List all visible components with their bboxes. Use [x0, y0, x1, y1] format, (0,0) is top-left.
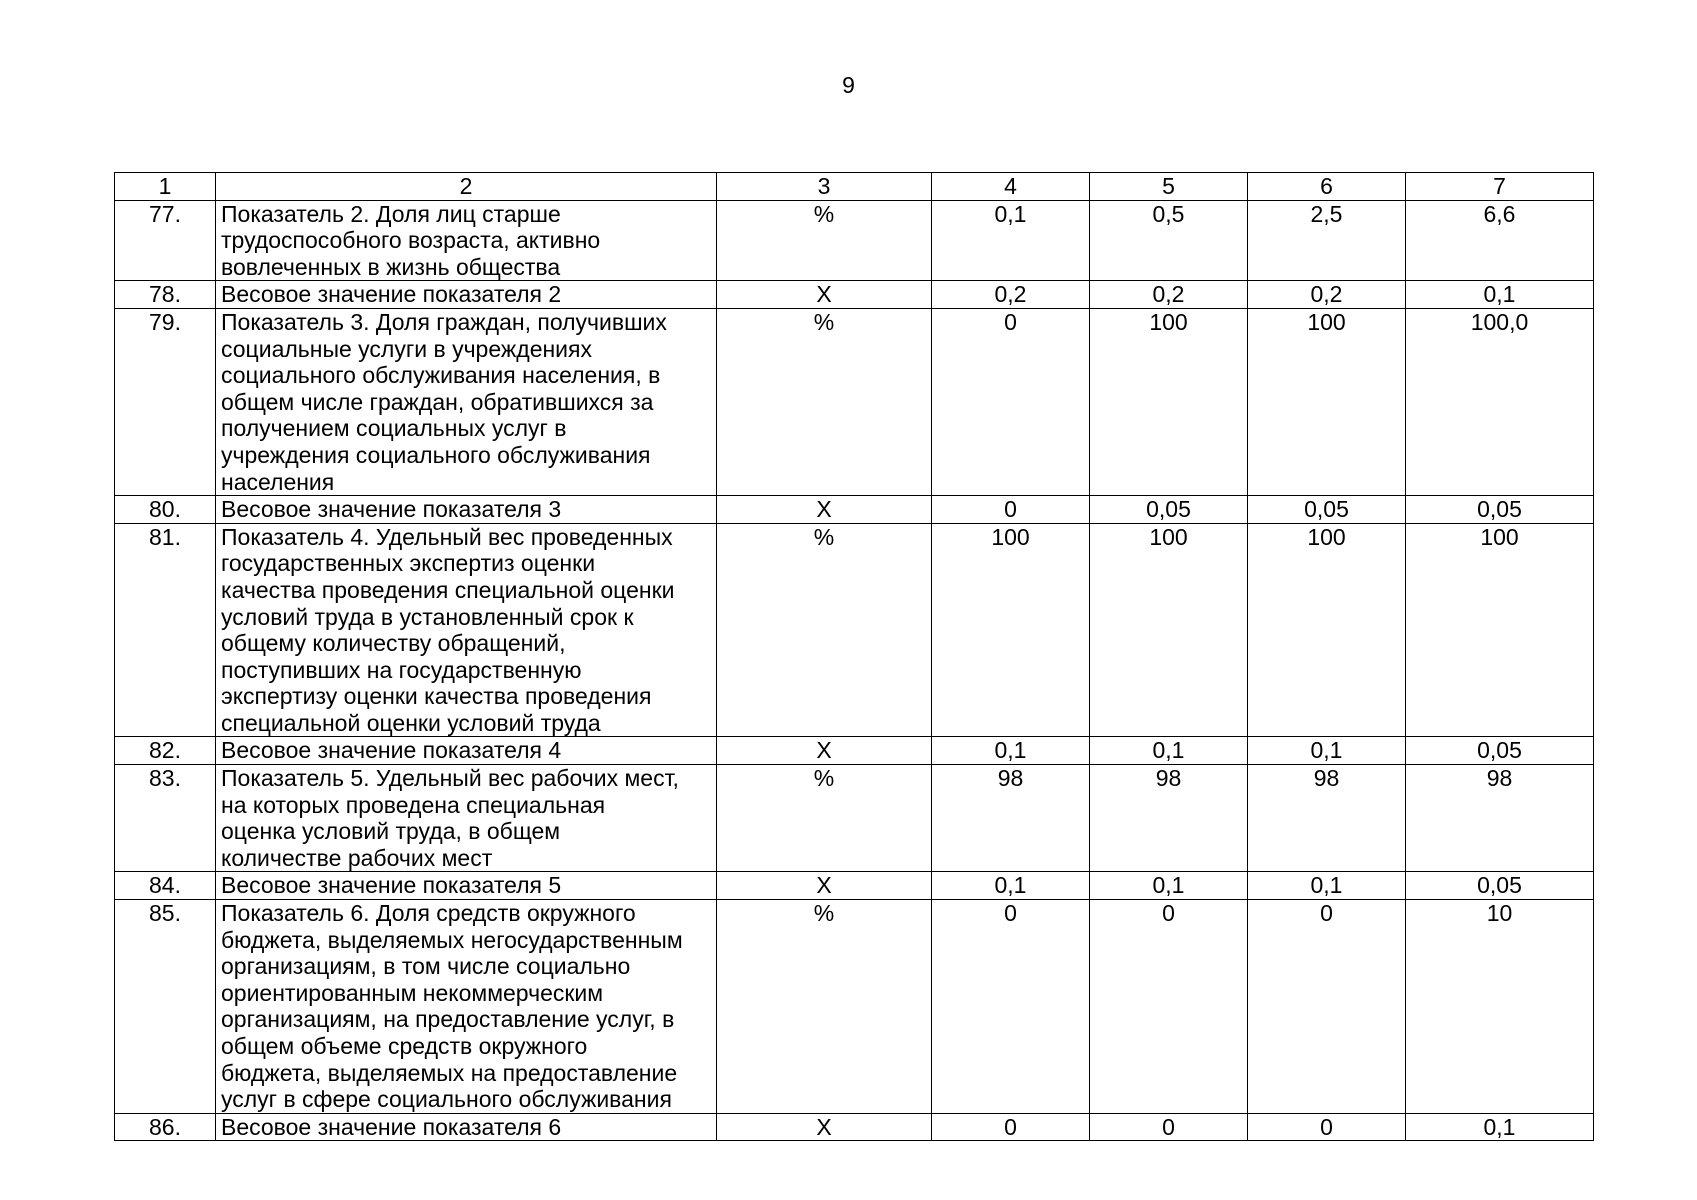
value-cell: 0: [1248, 1113, 1406, 1141]
description-line: Весовое значение показателя 3: [221, 496, 562, 523]
value-cell: 0,1: [1406, 1113, 1594, 1141]
value-cell: 98: [932, 765, 1090, 872]
header-cell: 1: [115, 173, 216, 201]
description-line: населения: [221, 468, 335, 495]
row-number-cell: 84.: [115, 872, 216, 900]
row-number-cell: 81.: [115, 523, 216, 737]
description-line: бюджета, выделяемых на предоставление: [221, 1059, 678, 1086]
value-cell: 100: [1406, 523, 1594, 737]
description-line: учреждения социального обслуживания: [221, 441, 651, 468]
table-row: [115, 737, 1594, 765]
description-line: Показатель 4. Удельный вес проведенных: [221, 523, 673, 550]
description-line: трудоспособного возраста, активно: [221, 227, 601, 254]
description-line: количестве рабочих мест: [221, 844, 493, 871]
table-row: [115, 200, 1594, 281]
description-line: общем объеме средств окружного: [221, 1033, 588, 1059]
description-cell: [216, 765, 717, 872]
value-cell: 0,05: [1090, 496, 1248, 524]
indicators-table: [114, 172, 1594, 1141]
value-cell: 0: [1090, 1113, 1248, 1141]
table-row: [115, 496, 1594, 524]
unit-cell: Х: [717, 496, 932, 524]
unit-cell: Х: [717, 737, 932, 765]
description-cell: [216, 308, 717, 495]
description-line: оценка условий труда, в общем: [221, 818, 561, 845]
table-row: [115, 765, 1594, 872]
description-line: на которых проведена специальная: [221, 791, 606, 818]
value-cell: 6,6: [1406, 200, 1594, 281]
value-cell: 100: [1248, 523, 1406, 737]
header-cell: 7: [1406, 173, 1594, 201]
header-cell: 5: [1090, 173, 1248, 201]
value-cell: 0,1: [1090, 872, 1248, 900]
description-line: Показатель 6. Доля средств окружного: [221, 900, 636, 927]
unit-cell: %: [717, 200, 932, 281]
value-cell: 100,0: [1406, 308, 1594, 495]
unit-cell: %: [717, 900, 932, 1114]
description-line: организациям, на предоставление услуг, в: [221, 1006, 675, 1033]
description-line: Весовое значение показателя 4: [221, 737, 562, 764]
table-row: [115, 900, 1594, 1114]
row-number-cell: 77.: [115, 200, 216, 281]
description-cell: [216, 737, 717, 765]
value-cell: 100: [932, 523, 1090, 737]
row-number-cell: 85.: [115, 900, 216, 1114]
description-line: бюджета, выделяемых негосударственным: [221, 926, 683, 953]
row-number-cell: 86.: [115, 1113, 216, 1141]
value-cell: 0,1: [1248, 737, 1406, 765]
description-line: общем числе граждан, обратившихся за: [221, 388, 654, 415]
description-line: организациям, в том числе социально: [221, 953, 631, 980]
row-number-cell: 82.: [115, 737, 216, 765]
value-cell: 100: [1090, 523, 1248, 737]
value-cell: 0,1: [1406, 281, 1594, 309]
value-cell: 0,1: [932, 872, 1090, 900]
description-line: ориентированным некоммерческим: [221, 979, 604, 1006]
unit-cell: %: [717, 523, 932, 737]
description-line: услуг в сфере социального обслуживания: [221, 1086, 672, 1113]
value-cell: 0: [932, 496, 1090, 524]
description-line: Весовое значение показателя 5: [221, 872, 562, 899]
description-cell: [216, 200, 717, 281]
table-header-row: [115, 173, 1594, 201]
unit-cell: Х: [717, 872, 932, 900]
value-cell: 0,05: [1406, 872, 1594, 900]
unit-cell: %: [717, 765, 932, 872]
value-cell: 0,2: [1248, 281, 1406, 309]
value-cell: 0,1: [1248, 872, 1406, 900]
value-cell: 0,1: [1090, 737, 1248, 765]
unit-cell: Х: [717, 1113, 932, 1141]
unit-cell: %: [717, 308, 932, 495]
description-cell: [216, 900, 717, 1114]
description-line: социальные услуги в учреждениях: [221, 335, 592, 362]
value-cell: 0,1: [932, 737, 1090, 765]
description-line: экспертизу оценки качества проведения: [221, 683, 652, 710]
value-cell: 0: [932, 308, 1090, 495]
description-line: социального обслуживания населения, в: [221, 362, 661, 389]
header-cell: 2: [216, 173, 717, 201]
value-cell: 0,05: [1406, 737, 1594, 765]
description-line: Весовое значение показателя 2: [221, 281, 562, 308]
description-line: Показатель 2. Доля лиц старше: [221, 200, 561, 227]
description-line: Показатель 5. Удельный вес рабочих мест,: [221, 765, 679, 792]
value-cell: 100: [1090, 308, 1248, 495]
description-line: поступивших на государственную: [221, 656, 582, 683]
value-cell: 0: [932, 1113, 1090, 1141]
description-line: условий труда в установленный срок к: [221, 603, 634, 630]
description-line: специальной оценки условий труда: [221, 709, 601, 736]
description-line: получением социальных услуг в: [221, 415, 567, 442]
value-cell: 98: [1406, 765, 1594, 872]
description-line: вовлеченных в жизнь общества: [221, 253, 561, 280]
value-cell: 10: [1406, 900, 1594, 1114]
table-body: [115, 173, 1594, 1141]
description-line: государственных экспертиз оценки: [221, 550, 596, 577]
value-cell: 98: [1248, 765, 1406, 872]
header-cell: 6: [1248, 173, 1406, 201]
header-cell: 3: [717, 173, 932, 201]
table-row: [115, 308, 1594, 495]
description-line: качества проведения специальной оценки: [221, 576, 675, 603]
description-line: общему количеству обращений,: [221, 630, 566, 657]
value-cell: 100: [1248, 308, 1406, 495]
table-row: [115, 523, 1594, 737]
unit-cell: Х: [717, 281, 932, 309]
table-row: [115, 872, 1594, 900]
table-row: [115, 1113, 1594, 1141]
value-cell: 0,2: [932, 281, 1090, 309]
description-line: Показатель 3. Доля граждан, получивших: [221, 308, 667, 335]
header-cell: 4: [932, 173, 1090, 201]
row-number-cell: 78.: [115, 281, 216, 309]
value-cell: 0: [1090, 900, 1248, 1114]
value-cell: 0: [932, 900, 1090, 1114]
value-cell: 0,1: [932, 200, 1090, 281]
value-cell: 0,05: [1248, 496, 1406, 524]
description-cell: [216, 872, 717, 900]
row-number-cell: 80.: [115, 496, 216, 524]
value-cell: 0,05: [1406, 496, 1594, 524]
row-number-cell: 79.: [115, 308, 216, 495]
page-number: 9: [842, 72, 855, 98]
description-line: Весовое значение показателя 6: [221, 1113, 562, 1140]
value-cell: 0,2: [1090, 281, 1248, 309]
description-cell: [216, 281, 717, 309]
value-cell: 0,5: [1090, 200, 1248, 281]
row-number-cell: 83.: [115, 765, 216, 872]
description-cell: [216, 1113, 717, 1141]
table-row: [115, 281, 1594, 309]
description-cell: [216, 496, 717, 524]
value-cell: 2,5: [1248, 200, 1406, 281]
description-cell: [216, 523, 717, 737]
value-cell: 98: [1090, 765, 1248, 872]
value-cell: 0: [1248, 900, 1406, 1114]
